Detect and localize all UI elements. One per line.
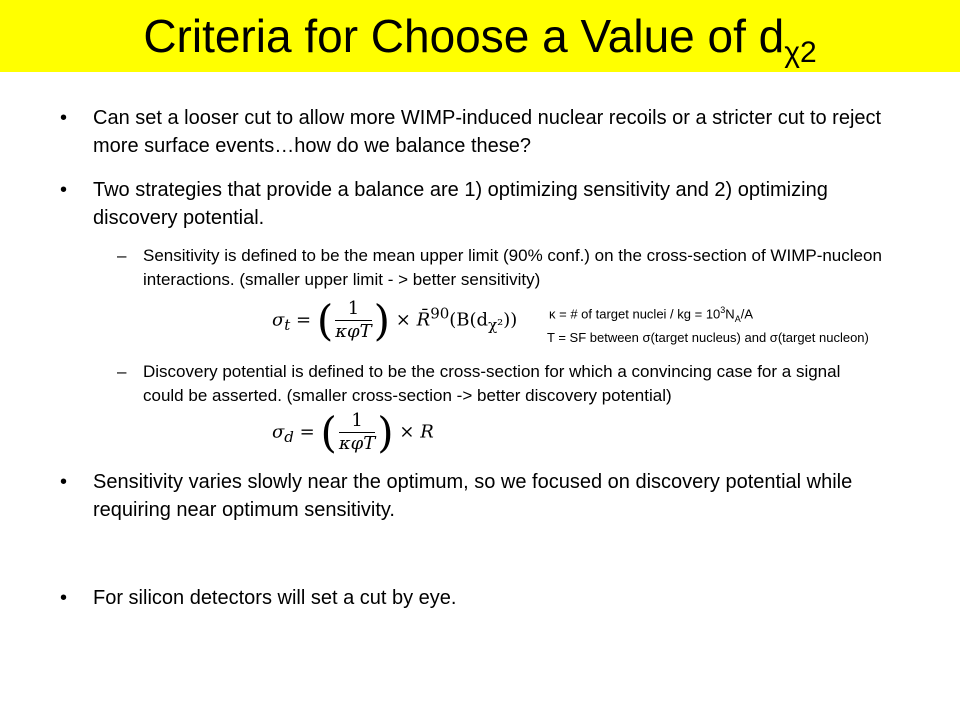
sub-bullet-dash: – [117, 362, 127, 381]
sub-bullet-text: Discovery potential is defined to be the cross-section for which a convincing case for a signal could be asserted. (smaller cross-section -> better discovery potential) [143, 362, 841, 405]
slide-title [0, 8, 960, 81]
sub-bullet-text: Sensitivity is defined to be the mean upper limit (90% conf.) on the cross-section of WIMP-nucleon interactions. (smaller upper limit - > better sensitivity) [143, 246, 882, 289]
sub-bullet-dash: – [117, 246, 127, 265]
bullet-dot: • [60, 107, 68, 129]
bullet-text: Two strategies that provide a balance are 1) optimizing sensitivity and 2) optimizing discovery potential. [93, 179, 828, 229]
t-definition: T = SF between σ(target nucleus) and σ(target nucleon) [547, 330, 869, 345]
bullet-dot: • [60, 179, 68, 201]
title-text: Criteria for Choose a Value of d [143, 10, 785, 62]
bullet-text: For silicon detectors will set a cut by eye. [93, 587, 457, 609]
bullet-dot: • [60, 471, 68, 493]
bullet-text: Can set a looser cut to allow more WIMP-induced nuclear recoils or a stricter cut to reject more surface events…how do we balance these? [93, 107, 882, 157]
equation-sigma-d: $\sigma_d$ = ( $\frac{1}{\text{κφT}}$ ) × R [272, 408, 434, 457]
kappa-definition: κ = # of target nuclei / kg = $10^3N_A/A$ [549, 305, 753, 324]
bullet-text: Sensitivity varies slowly near the optimum, so we focused on discovery potential while requiring near optimum sensitivity. [93, 471, 853, 521]
bullet-dot: • [60, 587, 68, 609]
title-subscript: χ2 [784, 36, 817, 69]
title-bar [0, 0, 960, 72]
equation-sigma-t: $\sigma_t$ = ( $\frac{1}{\text{κφT}}$ ) × $R̄^{90}(B(d_{\chi^2}))$ [272, 296, 518, 345]
